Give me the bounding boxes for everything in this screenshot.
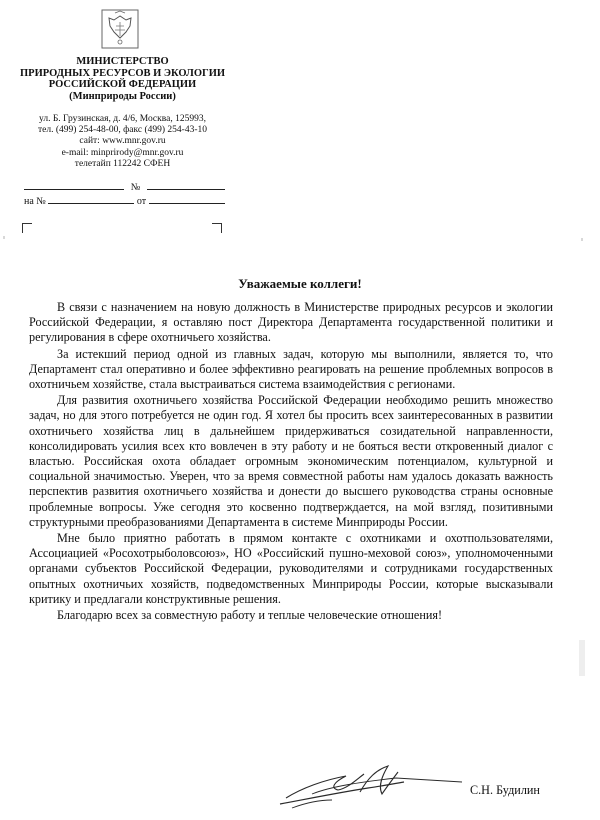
ministry-line: ПРИРОДНЫХ РЕСУРСОВ И ЭКОЛОГИИ (20, 67, 226, 79)
reply-to-line (24, 194, 225, 207)
handwritten-signature-icon (272, 758, 472, 818)
letter-paragraph: Мне было приятно работать в прямом контакте с охотниками и охотпользователями, Ассоциацией «Росохотрыболовсоюз», НО «Российский пушно-меховой союз», уполномоченными органами субъектов Российской Федерации, руководителями и сотрудниками государственных опытных охотничьих хозяйств, подведомственных Минприроды России, которые высказывали критику и предлагали конструктивные решения. (29, 531, 553, 606)
letter-paragraph: В связи с назначением на новую должность в Министерстве природных ресурсов и экологии Российской Федерации, я оставляю пост Директора Департамента государственной политики и регулирования в сфере охотничьего хозяйства. (29, 300, 553, 345)
letter-body (29, 300, 553, 624)
letter-greeting: Уважаемые коллеги! (238, 276, 362, 291)
signer-name: С.Н. Будилин (470, 783, 540, 797)
email-line: e-mail: minprirody@mnr.gov.ru (61, 147, 184, 158)
letter-paragraph: За истекший период одной из главных задач, которую мы выполнили, является то, что Департамент стал оперативно и более эффективно реагировать на решение проблемных вопросов в охотничьем хозяйстве, стала выстраиваться система взаимодействия с регионами. (29, 346, 553, 392)
reg-number-symbol: № (130, 182, 141, 193)
address-corner-mark (212, 223, 222, 233)
letter-paragraph: Благодарю всех за совместную работу и теплые человеческие отношения! (57, 608, 443, 623)
address-corner-mark (22, 223, 32, 233)
scan-artifact (3, 236, 5, 239)
letter-paragraph: Для развития охотничьего хозяйства Российской Федерации необходимо решить множество задач, но для этого потребуется не один год. Я хотел бы просить всех заинтересованных в развитии охотничьего хозяйства лиц в дальнейшем придерживаться созидательной направленности, консолидировать усилия всех кто вовлечен в эту работу и не бояться вести откровенный диалог с властью. Российская охота обладает огромным экономическим потенциалом, культурной и социальной значимостью. Уверен, что за время совместной работы нам удалось доказать важность перспектив развития охотничьего хозяйства и донести до высшего руководства страны основные проблемные вопросы. Уже сегодня это косвенно подтверждается, на мой взгляд, позитивными структурными преобразованиями Департамента в системе Минприроды России. (29, 393, 553, 529)
scan-artifact (581, 238, 583, 241)
ministry-line: МИНИСТЕРСТВО (76, 56, 169, 67)
coat-of-arms-icon (100, 8, 140, 52)
phone-line: тел. (499) 254-48-00, факс (499) 254-43-10 (37, 125, 207, 136)
reg-number-blank (147, 180, 225, 190)
website-line: сайт: www.mnr.gov.ru (79, 136, 166, 147)
reg-date-blank (24, 180, 124, 190)
reg-number-line (24, 180, 225, 193)
reply-date-blank (149, 194, 225, 204)
address-line: ул. Б. Грузинская, д. 4/6, Москва, 125993, (39, 114, 206, 124)
reply-to-label: на № (24, 196, 46, 207)
ministry-line: РОССИЙСКОЙ ФЕДЕРАЦИИ (48, 79, 197, 90)
date-from-label: от (136, 196, 147, 207)
teletype-line: телетайп 112242 СФЕН (74, 158, 171, 169)
ministry-header (20, 56, 225, 102)
reply-number-blank (48, 194, 134, 204)
ministry-line: (Минприроды России) (69, 90, 176, 102)
scan-artifact (579, 640, 585, 676)
contact-block (20, 114, 225, 170)
